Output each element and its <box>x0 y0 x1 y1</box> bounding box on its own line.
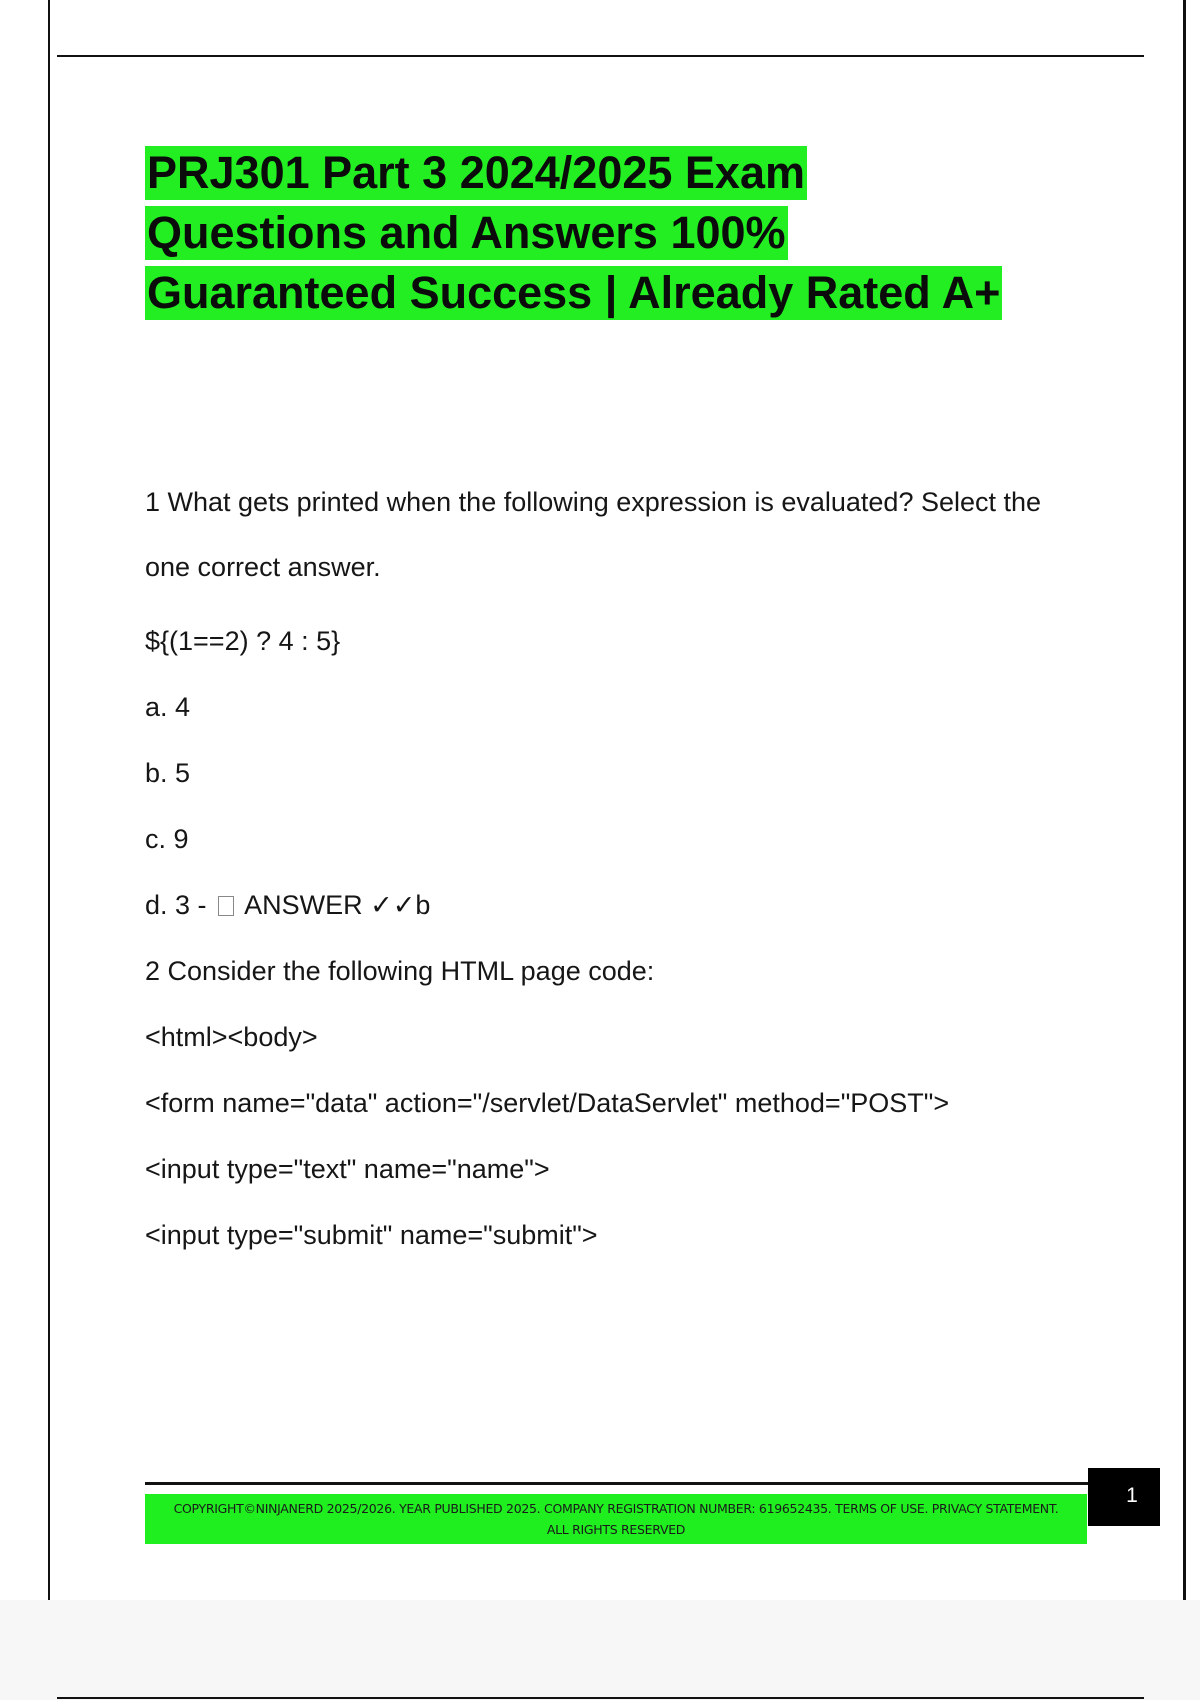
question-2-text: 2 Consider the following HTML page code: <box>145 956 655 986</box>
page-bottom-area <box>0 1600 1200 1700</box>
footer-copyright-text: COPYRIGHT©NINJANERD 2025/2026. YEAR PUBLISHED 2025. COMPANY REGISTRATION NUMBER: 619652435. TERMS OF USE. PRIVACY STATEMENT. ALL RIGHTS RESERVED <box>173 1501 1059 1537</box>
option-d-prefix: d. 3 - <box>145 890 207 920</box>
code-line-3: <input type="text" name="name"> <box>145 1154 550 1184</box>
bottom-rule <box>57 1697 1144 1699</box>
title-line-1: PRJ301 Part 3 2024/2025 Exam <box>147 147 805 198</box>
question-1-option-b: b. 5 <box>145 758 191 788</box>
document-body <box>145 470 1105 1260</box>
page-border-left <box>48 0 50 1600</box>
page-number: 1 <box>1126 1484 1138 1507</box>
code-line-1: <html><body> <box>145 1022 318 1052</box>
title-line-3: Guaranteed Success | Already Rated A+ <box>147 267 1001 318</box>
option-d-answer: ANSWER ✓✓b <box>244 890 431 920</box>
page-border-right <box>1183 0 1186 1600</box>
question-1-text-line-1: 1 What gets printed when the following expression is evaluated? Select the <box>145 487 1042 517</box>
footer-rule <box>145 1482 1090 1485</box>
code-line-2: <form name="data" action="/servlet/DataServlet" method="POST"> <box>145 1088 950 1118</box>
code-line-4: <input type="submit" name="submit"> <box>145 1220 598 1250</box>
footer-copyright-band <box>145 1494 1087 1544</box>
title-line-2: Questions and Answers 100% <box>147 207 786 258</box>
question-1-text-line-2: one correct answer. <box>145 552 381 582</box>
missing-glyph-box-icon <box>218 896 234 916</box>
question-1-option-a: a. 4 <box>145 692 191 722</box>
page-number-badge <box>1088 1468 1160 1526</box>
question-1-expression: ${(1==2) ? 4 : 5} <box>145 626 341 656</box>
question-1-option-d <box>145 880 1105 930</box>
document-title <box>145 143 1105 323</box>
header-rule <box>57 55 1144 57</box>
question-1-option-c: c. 9 <box>145 824 189 854</box>
